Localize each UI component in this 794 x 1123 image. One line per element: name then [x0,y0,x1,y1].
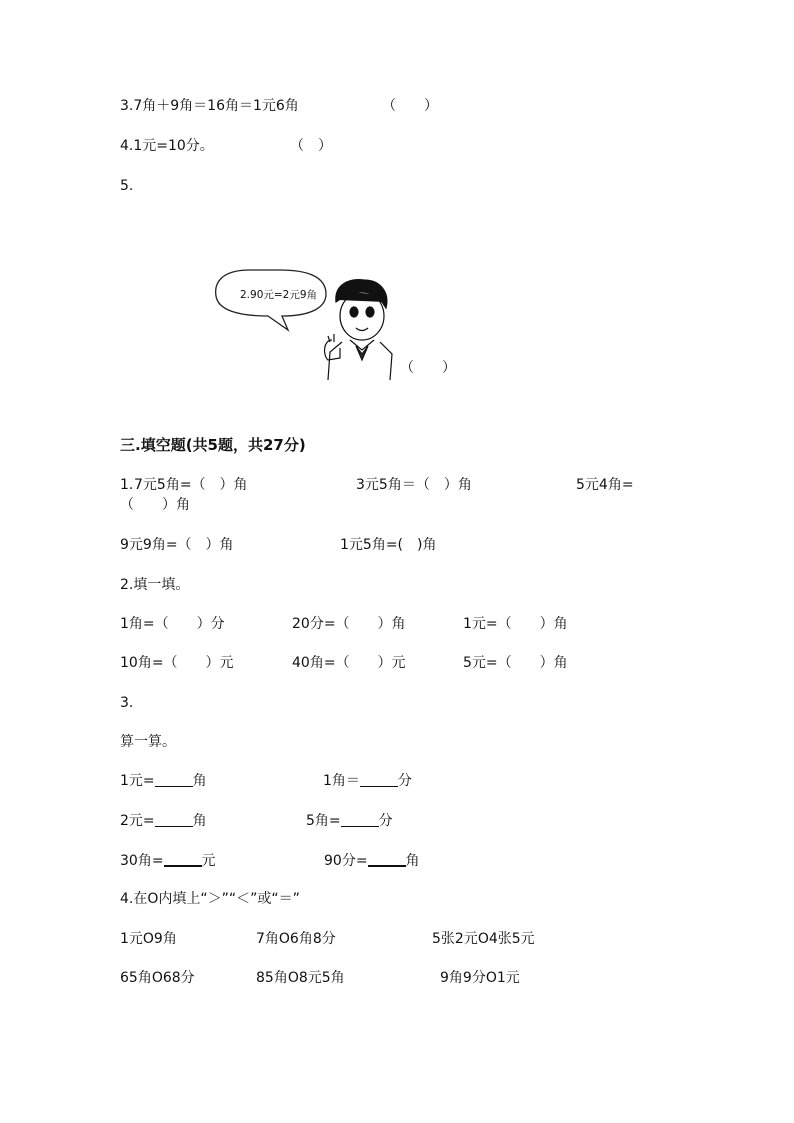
calc-unit: 角 [405,853,420,869]
calc-prefix: 1元= [120,773,155,789]
fill-q2-item[interactable]: 20分=（ ）角 [292,616,406,632]
answer-blank[interactable] [341,812,379,827]
compare-item[interactable]: 65角O68分 [120,970,195,986]
calc-prefix: 1角＝ [323,773,360,789]
fill-q2-item[interactable]: 1角=（ ）分 [120,616,225,632]
judge-q4-text: 4.1元=10分。 [120,138,214,154]
calc-unit: 角 [192,813,207,829]
calc-row-1-right[interactable] [323,772,412,790]
boy-figure [325,280,392,380]
calc-row-3-right[interactable] [324,851,420,870]
calc-unit: 元 [201,853,216,869]
fill-q1-item-e[interactable]: 1元5角=( )角 [340,537,437,553]
fill-q4-title: 4.在O内填上“＞”“＜”或“＝” [120,891,300,907]
fill-q1-item-d[interactable]: 9元9角=（ ）角 [120,537,234,553]
calc-row-3-left[interactable] [120,851,216,870]
calc-unit: 分 [378,813,393,829]
judge-q5-answer-paren[interactable]: （ ） [400,360,456,376]
answer-blank[interactable] [360,772,398,787]
fill-q3-instruction: 算一算。 [120,734,176,750]
boy-speech-illustration [210,262,410,382]
answer-blank[interactable] [155,812,193,827]
calc-unit: 角 [192,773,207,789]
fill-q2-item[interactable]: 1元=（ ）角 [463,616,568,632]
calc-prefix: 90分= [324,853,368,869]
compare-item[interactable]: 5张2元O4张5元 [432,931,535,947]
compare-item[interactable]: 85角O8元5角 [256,970,345,986]
calc-row-1-left[interactable] [120,772,207,790]
calc-prefix: 2元= [120,813,155,829]
answer-blank[interactable] [164,851,202,867]
fill-q1-label: 1. [120,477,134,493]
fill-q2-item[interactable]: 5元=（ ）角 [463,655,568,671]
fill-q1-item-c-answer[interactable]: （ ）角 [120,497,190,513]
judge-q5-label: 5. [120,178,134,194]
compare-item[interactable]: 1元O9角 [120,931,177,947]
judge-q3-answer-paren[interactable]: （ ） [382,98,438,114]
fill-q2-item[interactable]: 40角=（ ）元 [292,655,406,671]
calc-row-2-left[interactable] [120,812,207,830]
fill-q1-item-c[interactable]: 5元4角= [576,477,634,493]
fill-q1-item-b[interactable]: 3元5角＝（ ）角 [356,477,472,493]
compare-item[interactable]: 9角9分O1元 [440,970,520,986]
speech-bubble-text: 2.90元=2元9角 [240,289,318,301]
answer-blank[interactable] [368,851,406,867]
calc-row-2-right[interactable] [306,812,393,830]
judge-q3-text: 3.7角＋9角＝16角＝1元6角 [120,98,299,114]
calc-prefix: 30角= [120,853,164,869]
fill-q2-title: 2.填一填。 [120,577,190,593]
fill-q1-item-a[interactable]: 7元5角=（ ）角 [134,477,248,493]
calc-unit: 分 [397,773,412,789]
answer-blank[interactable] [155,772,193,787]
calc-prefix: 5角= [306,813,341,829]
section3-title: 三.填空题(共5题，共27分) [120,436,306,454]
fill-q2-item[interactable]: 10角=（ ）元 [120,655,234,671]
judge-q4-answer-paren[interactable]: （ ） [290,138,332,154]
compare-item[interactable]: 7角O6角8分 [256,931,336,947]
fill-q3-label: 3. [120,695,134,711]
